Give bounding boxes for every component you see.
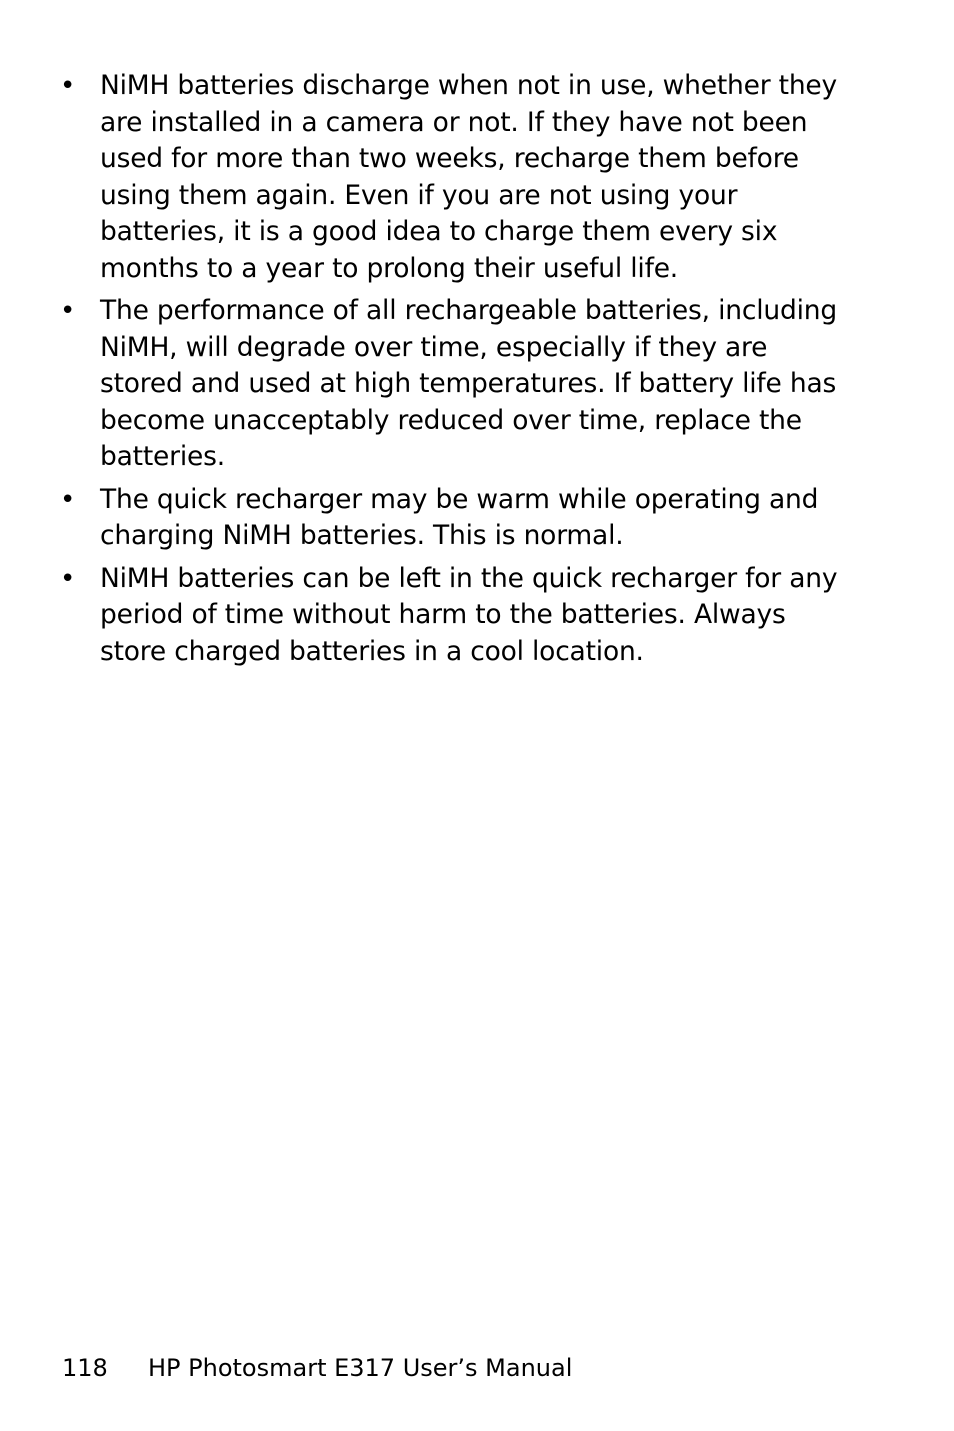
bullet-icon: • <box>60 563 76 594</box>
page-number: 118 <box>62 1354 108 1382</box>
page-footer <box>62 1350 572 1386</box>
list-item <box>60 561 850 671</box>
list-item-text: The performance of all rechargeable batteries, including NiMH, will degrade over time, especially if they are stored and used at high temperatures. If battery life has become unacceptably reduced over time, replace the batteries. <box>100 295 837 472</box>
bullet-icon: • <box>60 296 76 326</box>
list-item-text: NiMH batteries can be left in the quick recharger for any period of time without harm to the batteries. Always store charged batteries in a cool location. <box>100 562 838 667</box>
battery-tips-list <box>60 68 850 676</box>
list-item <box>60 482 850 555</box>
list-item <box>60 293 850 476</box>
bullet-icon: • <box>60 71 76 101</box>
list-item-text: The quick recharger may be warm while operating and charging NiMH batteries. This is normal. <box>100 483 819 551</box>
bullet-icon: • <box>60 484 76 515</box>
list-item <box>60 68 850 287</box>
list-item-text: NiMH batteries discharge when not in use, whether they are installed in a camera or not. If they have not been used for more than two weeks, recharge them before using them again. Even if you are not using your batteries, it is a good idea to charge them every six months to a year to prolong their useful life. <box>100 70 838 284</box>
manual-title: HP Photosmart E317 User’s Manual <box>148 1354 573 1382</box>
